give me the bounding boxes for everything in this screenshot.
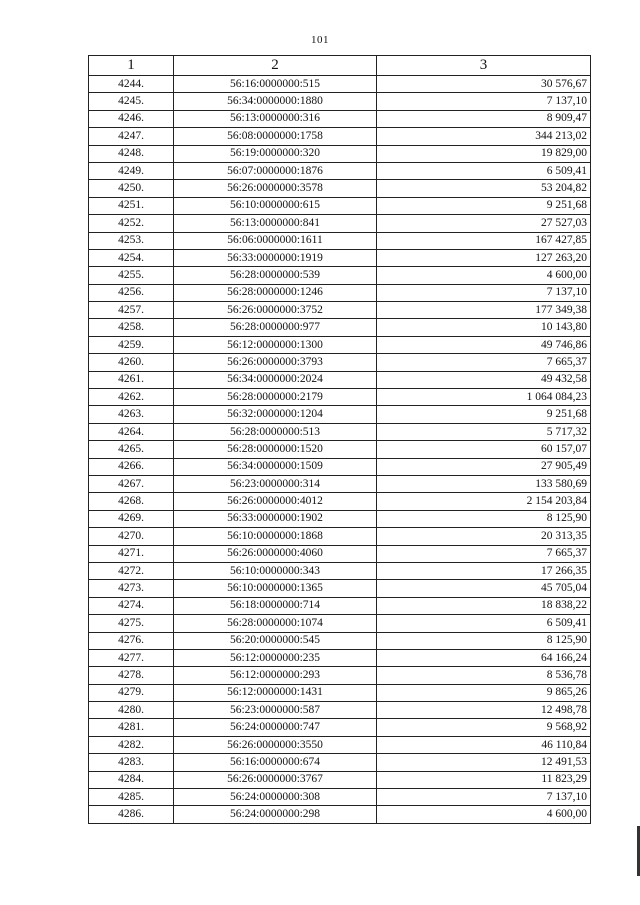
row-number: 4273. [89, 580, 174, 597]
table-row [89, 354, 591, 371]
cadastral-number: 56:28:0000000:539 [174, 267, 377, 284]
table-row [89, 493, 591, 510]
cadastral-value: 18 838,22 [377, 597, 591, 614]
cadastral-value: 9 865,26 [377, 684, 591, 701]
cadastral-value: 1 064 084,23 [377, 389, 591, 406]
table-row [89, 475, 591, 492]
row-number: 4264. [89, 423, 174, 440]
cadastral-number: 56:28:0000000:977 [174, 319, 377, 336]
row-number: 4246. [89, 110, 174, 127]
cadastral-value: 8 125,90 [377, 632, 591, 649]
cadastral-number: 56:24:0000000:308 [174, 789, 377, 806]
cadastral-number: 56:26:0000000:3793 [174, 354, 377, 371]
cadastral-number: 56:13:0000000:316 [174, 110, 377, 127]
column-header-3: 3 [377, 56, 591, 76]
row-number: 4258. [89, 319, 174, 336]
cadastral-value: 60 157,07 [377, 441, 591, 458]
row-number: 4265. [89, 441, 174, 458]
row-number: 4244. [89, 76, 174, 93]
cadastral-number: 56:16:0000000:515 [174, 76, 377, 93]
row-number: 4286. [89, 806, 174, 823]
row-number: 4284. [89, 771, 174, 788]
table-row [89, 789, 591, 806]
cadastral-number: 56:33:0000000:1902 [174, 510, 377, 527]
cadastral-value: 6 509,41 [377, 162, 591, 179]
cadastral-value: 9 568,92 [377, 719, 591, 736]
row-number: 4280. [89, 702, 174, 719]
row-number: 4251. [89, 197, 174, 214]
table-row [89, 649, 591, 666]
cadastral-value: 11 823,29 [377, 771, 591, 788]
cadastral-number: 56:10:0000000:1365 [174, 580, 377, 597]
row-number: 4281. [89, 719, 174, 736]
cadastral-number: 56:28:0000000:1074 [174, 615, 377, 632]
table-row [89, 510, 591, 527]
table-row [89, 232, 591, 249]
cadastral-number: 56:28:0000000:1246 [174, 284, 377, 301]
table-row [89, 267, 591, 284]
cadastral-value: 9 251,68 [377, 406, 591, 423]
table-row [89, 806, 591, 823]
cadastral-value: 20 313,35 [377, 528, 591, 545]
row-number: 4278. [89, 667, 174, 684]
cadastral-number: 56:13:0000000:841 [174, 215, 377, 232]
table-row [89, 736, 591, 753]
row-number: 4268. [89, 493, 174, 510]
cadastral-number: 56:26:0000000:3767 [174, 771, 377, 788]
column-header-1: 1 [89, 56, 174, 76]
cadastral-value: 64 166,24 [377, 649, 591, 666]
cadastral-number: 56:28:0000000:1520 [174, 441, 377, 458]
row-number: 4283. [89, 754, 174, 771]
cadastral-value: 4 600,00 [377, 806, 591, 823]
cadastral-value-table [88, 55, 591, 824]
row-number: 4279. [89, 684, 174, 701]
cadastral-number: 56:12:0000000:293 [174, 667, 377, 684]
cadastral-value: 27 905,49 [377, 458, 591, 475]
cadastral-number: 56:10:0000000:343 [174, 562, 377, 579]
table-row [89, 632, 591, 649]
cadastral-number: 56:28:0000000:2179 [174, 389, 377, 406]
row-number: 4250. [89, 180, 174, 197]
cadastral-number: 56:10:0000000:1868 [174, 528, 377, 545]
cadastral-value: 127 263,20 [377, 249, 591, 266]
cadastral-value: 30 576,67 [377, 76, 591, 93]
cadastral-number: 56:23:0000000:314 [174, 475, 377, 492]
cadastral-number: 56:12:0000000:235 [174, 649, 377, 666]
table-row [89, 562, 591, 579]
cadastral-number: 56:24:0000000:298 [174, 806, 377, 823]
cadastral-value: 8 536,78 [377, 667, 591, 684]
cadastral-value: 49 746,86 [377, 336, 591, 353]
cadastral-value: 17 266,35 [377, 562, 591, 579]
row-number: 4263. [89, 406, 174, 423]
cadastral-number: 56:18:0000000:714 [174, 597, 377, 614]
row-number: 4262. [89, 389, 174, 406]
cadastral-number: 56:10:0000000:615 [174, 197, 377, 214]
table-header [89, 56, 591, 76]
table-row [89, 215, 591, 232]
cadastral-value: 6 509,41 [377, 615, 591, 632]
cadastral-value: 7 137,10 [377, 789, 591, 806]
cadastral-number: 56:19:0000000:320 [174, 145, 377, 162]
row-number: 4261. [89, 371, 174, 388]
row-number: 4276. [89, 632, 174, 649]
cadastral-number: 56:23:0000000:587 [174, 702, 377, 719]
cadastral-number: 56:26:0000000:3550 [174, 736, 377, 753]
row-number: 4282. [89, 736, 174, 753]
table-row [89, 528, 591, 545]
cadastral-number: 56:16:0000000:674 [174, 754, 377, 771]
row-number: 4255. [89, 267, 174, 284]
row-number: 4253. [89, 232, 174, 249]
cadastral-value: 344 213,02 [377, 128, 591, 145]
table-row [89, 145, 591, 162]
row-number: 4270. [89, 528, 174, 545]
table-row [89, 302, 591, 319]
row-number: 4272. [89, 562, 174, 579]
row-number: 4254. [89, 249, 174, 266]
cadastral-value: 10 143,80 [377, 319, 591, 336]
row-number: 4267. [89, 475, 174, 492]
cadastral-value: 8 125,90 [377, 510, 591, 527]
row-number: 4269. [89, 510, 174, 527]
table-row [89, 371, 591, 388]
table-row [89, 319, 591, 336]
table-row [89, 684, 591, 701]
cadastral-number: 56:26:0000000:4012 [174, 493, 377, 510]
cadastral-value: 4 600,00 [377, 267, 591, 284]
cadastral-value: 46 110,84 [377, 736, 591, 753]
table-row [89, 162, 591, 179]
table-row [89, 128, 591, 145]
cadastral-number: 56:12:0000000:1300 [174, 336, 377, 353]
row-number: 4271. [89, 545, 174, 562]
cadastral-value: 167 427,85 [377, 232, 591, 249]
table-row [89, 702, 591, 719]
cadastral-value: 7 665,37 [377, 354, 591, 371]
table-row [89, 110, 591, 127]
cadastral-number: 56:24:0000000:747 [174, 719, 377, 736]
cadastral-value: 133 580,69 [377, 475, 591, 492]
cadastral-number: 56:26:0000000:3578 [174, 180, 377, 197]
column-header-2: 2 [174, 56, 377, 76]
row-number: 4277. [89, 649, 174, 666]
table-row [89, 423, 591, 440]
cadastral-value: 177 349,38 [377, 302, 591, 319]
table-row [89, 180, 591, 197]
table-row [89, 406, 591, 423]
row-number: 4275. [89, 615, 174, 632]
cadastral-number: 56:07:0000000:1876 [174, 162, 377, 179]
cadastral-value: 7 665,37 [377, 545, 591, 562]
cadastral-number: 56:06:0000000:1611 [174, 232, 377, 249]
table-row [89, 719, 591, 736]
cadastral-number: 56:34:0000000:1880 [174, 93, 377, 110]
header-row [89, 56, 591, 76]
table-row [89, 93, 591, 110]
cadastral-value: 8 909,47 [377, 110, 591, 127]
cadastral-value: 12 491,53 [377, 754, 591, 771]
table-row [89, 284, 591, 301]
table-row [89, 771, 591, 788]
cadastral-number: 56:20:0000000:545 [174, 632, 377, 649]
table-row [89, 667, 591, 684]
cadastral-value: 49 432,58 [377, 371, 591, 388]
cadastral-number: 56:34:0000000:2024 [174, 371, 377, 388]
cadastral-number: 56:12:0000000:1431 [174, 684, 377, 701]
row-number: 4285. [89, 789, 174, 806]
row-number: 4256. [89, 284, 174, 301]
row-number: 4257. [89, 302, 174, 319]
cadastral-value: 19 829,00 [377, 145, 591, 162]
row-number: 4252. [89, 215, 174, 232]
table-row [89, 441, 591, 458]
cadastral-value: 7 137,10 [377, 284, 591, 301]
row-number: 4274. [89, 597, 174, 614]
table-row [89, 197, 591, 214]
table-row [89, 545, 591, 562]
row-number: 4248. [89, 145, 174, 162]
cadastral-value: 45 705,04 [377, 580, 591, 597]
table-row [89, 458, 591, 475]
cadastral-value: 9 251,68 [377, 197, 591, 214]
page-number: 101 [311, 34, 329, 46]
row-number: 4266. [89, 458, 174, 475]
table-row [89, 389, 591, 406]
cadastral-number: 56:34:0000000:1509 [174, 458, 377, 475]
table-body [89, 76, 591, 824]
row-number: 4260. [89, 354, 174, 371]
table-row [89, 76, 591, 93]
cadastral-number: 56:26:0000000:4060 [174, 545, 377, 562]
row-number: 4247. [89, 128, 174, 145]
cadastral-number: 56:08:0000000:1758 [174, 128, 377, 145]
cadastral-value: 5 717,32 [377, 423, 591, 440]
row-number: 4249. [89, 162, 174, 179]
table-row [89, 580, 591, 597]
row-number: 4259. [89, 336, 174, 353]
table-row [89, 754, 591, 771]
cadastral-value: 2 154 203,84 [377, 493, 591, 510]
table-row [89, 336, 591, 353]
cadastral-value: 53 204,82 [377, 180, 591, 197]
table-row [89, 249, 591, 266]
cadastral-number: 56:28:0000000:513 [174, 423, 377, 440]
cadastral-number: 56:33:0000000:1919 [174, 249, 377, 266]
cadastral-number: 56:26:0000000:3752 [174, 302, 377, 319]
cadastral-value: 7 137,10 [377, 93, 591, 110]
row-number: 4245. [89, 93, 174, 110]
cadastral-value: 12 498,78 [377, 702, 591, 719]
table-row [89, 597, 591, 614]
table-row [89, 615, 591, 632]
cadastral-number: 56:32:0000000:1204 [174, 406, 377, 423]
cadastral-value: 27 527,03 [377, 215, 591, 232]
